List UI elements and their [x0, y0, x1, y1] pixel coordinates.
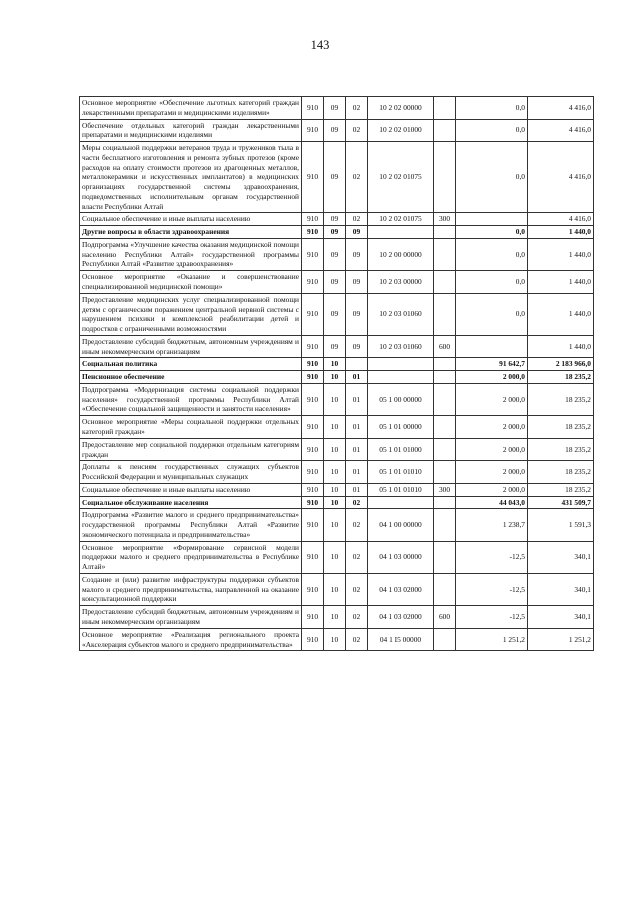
section-cell: 09	[324, 119, 346, 142]
row-name-cell: Предоставление субсидий бюджетным, автономным учреждениям и иным некоммерческим организациям	[80, 606, 302, 629]
total-amount-cell: 1 251,2	[528, 628, 594, 651]
target-article-cell	[368, 358, 434, 371]
expense-type-cell	[434, 628, 456, 651]
row-name-cell: Основное мероприятие «Реализация регионального проекта «Акселерация субъектов малого и среднего предпринимательства»	[80, 628, 302, 651]
page-number: 143	[310, 38, 330, 52]
row-name-cell: Обеспечение отдельных категорий граждан лекарственными препаратами и медицинскими изделиями	[80, 119, 302, 142]
target-article-cell: 10 2 03 01060	[368, 335, 434, 358]
total-amount-cell: 18 235,2	[528, 483, 594, 496]
subsection-cell: 01	[346, 416, 368, 439]
total-amount-cell: 18 235,2	[528, 371, 594, 384]
expense-type-cell	[434, 238, 456, 270]
change-amount-cell: 0,0	[456, 271, 528, 294]
total-amount-cell: 18 235,2	[528, 416, 594, 439]
change-amount-cell: 2 000,0	[456, 483, 528, 496]
table-row	[80, 97, 594, 120]
section-cell: 09	[324, 97, 346, 120]
expense-type-cell	[434, 371, 456, 384]
grbs-cell: 910	[302, 335, 324, 358]
target-article-cell: 10 2 03 01060	[368, 293, 434, 335]
expense-type-cell	[434, 573, 456, 605]
total-amount-cell: 4 416,0	[528, 97, 594, 120]
total-amount-cell: 1 440,0	[528, 271, 594, 294]
target-article-cell	[368, 496, 434, 509]
grbs-cell: 910	[302, 142, 324, 213]
expense-type-cell	[434, 271, 456, 294]
grbs-cell: 910	[302, 213, 324, 226]
row-name-cell: Основное мероприятие «Оказание и совершенствование специализированной медицинской помощи»	[80, 271, 302, 294]
target-article-cell: 10 2 02 01075	[368, 213, 434, 226]
subsection-cell	[346, 358, 368, 371]
subsection-cell: 01	[346, 461, 368, 484]
expense-type-cell	[434, 293, 456, 335]
change-amount-cell: -12,5	[456, 541, 528, 573]
subsection-cell: 02	[346, 119, 368, 142]
section-cell: 10	[324, 509, 346, 541]
grbs-cell: 910	[302, 509, 324, 541]
target-article-cell: 10 2 02 00000	[368, 97, 434, 120]
section-cell: 10	[324, 541, 346, 573]
change-amount-cell	[456, 213, 528, 226]
expense-type-cell: 300	[434, 483, 456, 496]
grbs-cell: 910	[302, 226, 324, 239]
total-amount-cell: 18 235,2	[528, 438, 594, 461]
table-row	[80, 226, 594, 239]
change-amount-cell: 91 642,7	[456, 358, 528, 371]
section-cell: 09	[324, 142, 346, 213]
row-name-cell: Создание и (или) развитие инфраструктуры поддержки субъектов малого и среднего предпринимательства, направленной на оказание консультационной поддержки	[80, 573, 302, 605]
grbs-cell: 910	[302, 483, 324, 496]
table-row	[80, 628, 594, 651]
table-row	[80, 416, 594, 439]
change-amount-cell: 1 238,7	[456, 509, 528, 541]
subsection-cell: 02	[346, 628, 368, 651]
target-article-cell: 05 1 01 00000	[368, 416, 434, 439]
budget-table	[79, 96, 594, 651]
target-article-cell: 10 2 02 01000	[368, 119, 434, 142]
section-cell: 10	[324, 483, 346, 496]
total-amount-cell: 18 235,2	[528, 383, 594, 415]
row-name-cell: Подпрограмма «Модернизация системы социальной поддержки населения» государственной программы Республики Алтай «Обеспечение социальной защищенности и занятости населения»	[80, 383, 302, 415]
change-amount-cell: 2 000,0	[456, 461, 528, 484]
subsection-cell: 01	[346, 383, 368, 415]
target-article-cell: 05 1 01 01010	[368, 461, 434, 484]
total-amount-cell: 2 183 966,0	[528, 358, 594, 371]
expense-type-cell: 600	[434, 335, 456, 358]
grbs-cell: 910	[302, 606, 324, 629]
table-row	[80, 573, 594, 605]
grbs-cell: 910	[302, 358, 324, 371]
section-cell: 10	[324, 573, 346, 605]
row-name-cell: Социальная политика	[80, 358, 302, 371]
section-cell: 09	[324, 271, 346, 294]
grbs-cell: 910	[302, 293, 324, 335]
total-amount-cell: 4 416,0	[528, 142, 594, 213]
target-article-cell: 10 2 00 00000	[368, 238, 434, 270]
table-row	[80, 335, 594, 358]
section-cell: 09	[324, 238, 346, 270]
table-row	[80, 371, 594, 384]
expense-type-cell	[434, 97, 456, 120]
total-amount-cell: 1 591,3	[528, 509, 594, 541]
grbs-cell: 910	[302, 496, 324, 509]
subsection-cell: 02	[346, 213, 368, 226]
target-article-cell: 10 2 02 01075	[368, 142, 434, 213]
row-name-cell: Социальное обеспечение и иные выплаты населению	[80, 483, 302, 496]
subsection-cell: 09	[346, 271, 368, 294]
total-amount-cell: 1 440,0	[528, 238, 594, 270]
table-row	[80, 496, 594, 509]
subsection-cell: 02	[346, 606, 368, 629]
target-article-cell: 04 1 03 02000	[368, 573, 434, 605]
table-row	[80, 358, 594, 371]
target-article-cell: 04 1 00 00000	[368, 509, 434, 541]
expense-type-cell: 300	[434, 213, 456, 226]
change-amount-cell: 2 000,0	[456, 371, 528, 384]
row-name-cell: Меры социальной поддержки ветеранов труда и тружеников тыла в части бесплатного изготовления и ремонта зубных протезов (кроме расходов на оплату стоимости протезов из драгоценных металлов, металлокерамики и искусственных имплантатов) в медицинских организациях государственной системы здравоохранения, подведомственных исполнительным органам государственной власти Республики Алтай	[80, 142, 302, 213]
expense-type-cell	[434, 461, 456, 484]
target-article-cell	[368, 371, 434, 384]
grbs-cell: 910	[302, 383, 324, 415]
total-amount-cell: 340,1	[528, 541, 594, 573]
subsection-cell: 02	[346, 573, 368, 605]
target-article-cell	[368, 226, 434, 239]
total-amount-cell: 1 440,0	[528, 335, 594, 358]
row-name-cell: Основное мероприятие «Меры социальной поддержки отдельных категорий граждан»	[80, 416, 302, 439]
change-amount-cell: 1 251,2	[456, 628, 528, 651]
total-amount-cell: 340,1	[528, 573, 594, 605]
expense-type-cell	[434, 496, 456, 509]
change-amount-cell: 2 000,0	[456, 383, 528, 415]
target-article-cell: 05 1 00 00000	[368, 383, 434, 415]
change-amount-cell: 0,0	[456, 293, 528, 335]
total-amount-cell: 1 440,0	[528, 226, 594, 239]
subsection-cell: 09	[346, 293, 368, 335]
grbs-cell: 910	[302, 238, 324, 270]
subsection-cell: 02	[346, 541, 368, 573]
expense-type-cell	[434, 142, 456, 213]
change-amount-cell: 0,0	[456, 226, 528, 239]
target-article-cell: 04 1 I5 00000	[368, 628, 434, 651]
grbs-cell: 910	[302, 541, 324, 573]
expense-type-cell	[434, 416, 456, 439]
table-row	[80, 119, 594, 142]
subsection-cell: 02	[346, 142, 368, 213]
target-article-cell: 05 1 01 01010	[368, 483, 434, 496]
table-row	[80, 541, 594, 573]
row-name-cell: Предоставление субсидий бюджетным, автономным учреждениям и иным некоммерческим организациям	[80, 335, 302, 358]
section-cell: 10	[324, 438, 346, 461]
grbs-cell: 910	[302, 573, 324, 605]
row-name-cell: Основное мероприятие «Обеспечение льготных категорий граждан лекарственными препаратами и медицинскими изделиями»	[80, 97, 302, 120]
change-amount-cell: 0,0	[456, 142, 528, 213]
grbs-cell: 910	[302, 628, 324, 651]
grbs-cell: 910	[302, 416, 324, 439]
section-cell: 09	[324, 293, 346, 335]
section-cell: 10	[324, 383, 346, 415]
row-name-cell: Социальное обеспечение и иные выплаты населению	[80, 213, 302, 226]
section-cell: 10	[324, 628, 346, 651]
row-name-cell: Доплаты к пенсиям государственных служащих субъектов Российской Федерации и муниципальных служащих	[80, 461, 302, 484]
subsection-cell: 01	[346, 438, 368, 461]
table-row	[80, 383, 594, 415]
expense-type-cell	[434, 541, 456, 573]
section-cell: 09	[324, 226, 346, 239]
row-name-cell: Социальное обслуживание населения	[80, 496, 302, 509]
expense-type-cell	[434, 226, 456, 239]
section-cell: 10	[324, 606, 346, 629]
row-name-cell: Подпрограмма «Развитие малого и среднего предпринимательства» государственной программы Республики Алтай «Развитие экономического потенциала и предпринимательства»	[80, 509, 302, 541]
subsection-cell: 09	[346, 226, 368, 239]
total-amount-cell: 1 440,0	[528, 293, 594, 335]
grbs-cell: 910	[302, 461, 324, 484]
subsection-cell: 01	[346, 483, 368, 496]
row-name-cell: Другие вопросы в области здравоохранения	[80, 226, 302, 239]
section-cell: 10	[324, 371, 346, 384]
table-row	[80, 483, 594, 496]
table-row	[80, 293, 594, 335]
subsection-cell: 02	[346, 496, 368, 509]
total-amount-cell: 4 416,0	[528, 213, 594, 226]
grbs-cell: 910	[302, 371, 324, 384]
grbs-cell: 910	[302, 119, 324, 142]
change-amount-cell: 2 000,0	[456, 416, 528, 439]
total-amount-cell: 340,1	[528, 606, 594, 629]
total-amount-cell: 18 235,2	[528, 461, 594, 484]
target-article-cell: 04 1 03 02000	[368, 606, 434, 629]
total-amount-cell: 4 416,0	[528, 119, 594, 142]
grbs-cell: 910	[302, 97, 324, 120]
section-cell: 10	[324, 461, 346, 484]
table-row	[80, 461, 594, 484]
change-amount-cell: 0,0	[456, 238, 528, 270]
table-row	[80, 238, 594, 270]
change-amount-cell	[456, 335, 528, 358]
table-row	[80, 213, 594, 226]
table-row	[80, 142, 594, 213]
table-row	[80, 606, 594, 629]
subsection-cell: 01	[346, 371, 368, 384]
section-cell: 10	[324, 416, 346, 439]
row-name-cell: Основное мероприятие «Формирование сервисной модели поддержки малого и среднего предпринимательства в Республике Алтай»	[80, 541, 302, 573]
expense-type-cell	[434, 383, 456, 415]
expense-type-cell: 600	[434, 606, 456, 629]
section-cell: 09	[324, 335, 346, 358]
row-name-cell: Пенсионное обеспечение	[80, 371, 302, 384]
section-cell: 10	[324, 496, 346, 509]
row-name-cell: Подпрограмма «Улучшение качества оказания медицинской помощи населению Республики Алтай» государственной программы Республики Алтай «Развитие здравоохранения»	[80, 238, 302, 270]
expense-type-cell	[434, 358, 456, 371]
change-amount-cell: 0,0	[456, 119, 528, 142]
target-article-cell: 10 2 03 00000	[368, 271, 434, 294]
grbs-cell: 910	[302, 271, 324, 294]
section-cell: 10	[324, 358, 346, 371]
expense-type-cell	[434, 119, 456, 142]
row-name-cell: Предоставление медицинских услуг специализированной помощи детям с органическим поражением центральной нервной системы с нарушением психики и комплексной реабилитации детей и подростков с ограниченными возможностями	[80, 293, 302, 335]
expense-type-cell	[434, 438, 456, 461]
table-row	[80, 509, 594, 541]
change-amount-cell: 44 043,0	[456, 496, 528, 509]
expense-type-cell	[434, 509, 456, 541]
subsection-cell: 02	[346, 509, 368, 541]
subsection-cell: 02	[346, 97, 368, 120]
section-cell: 09	[324, 213, 346, 226]
budget-table-body	[80, 97, 594, 651]
grbs-cell: 910	[302, 438, 324, 461]
change-amount-cell: 0,0	[456, 97, 528, 120]
total-amount-cell: 431 509,7	[528, 496, 594, 509]
change-amount-cell: -12,5	[456, 573, 528, 605]
change-amount-cell: 2 000,0	[456, 438, 528, 461]
subsection-cell: 09	[346, 238, 368, 270]
table-row	[80, 438, 594, 461]
table-row	[80, 271, 594, 294]
target-article-cell: 05 1 01 01000	[368, 438, 434, 461]
row-name-cell: Предоставление мер социальной поддержки отдельным категориям граждан	[80, 438, 302, 461]
change-amount-cell: -12,5	[456, 606, 528, 629]
target-article-cell: 04 1 03 00000	[368, 541, 434, 573]
subsection-cell: 09	[346, 335, 368, 358]
